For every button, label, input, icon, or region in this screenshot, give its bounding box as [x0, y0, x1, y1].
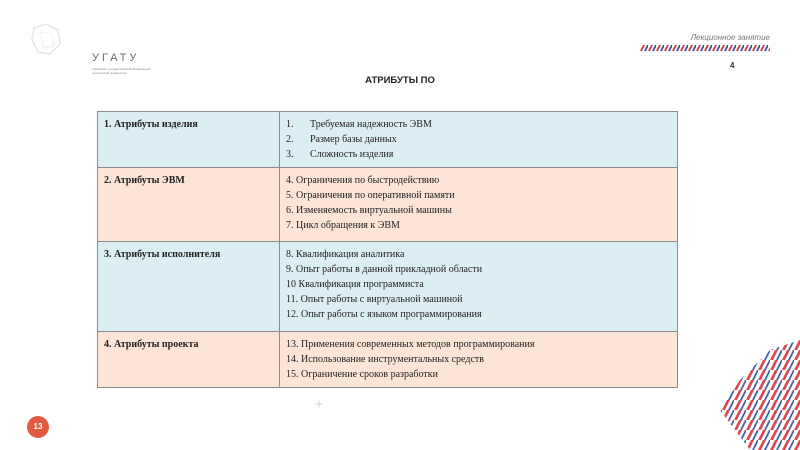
list-item: 7. Цикл обращения к ЭВМ	[286, 220, 400, 231]
list-item: 15. Ограничение сроков разработки	[286, 369, 438, 380]
slide-number-badge: 13	[27, 416, 49, 438]
table-row	[98, 332, 678, 388]
table-row	[98, 242, 678, 332]
lecture-label: Лекционное занятие	[690, 33, 770, 42]
list-item: 5. Ограничения по оперативной памяти	[286, 190, 455, 201]
row-content	[280, 332, 678, 388]
university-logo	[30, 22, 151, 75]
attributes-table	[97, 111, 678, 388]
row-header: 2. Атрибуты ЭВМ	[98, 168, 280, 242]
list-item: 1. Требуемая надежность ЭВМ	[286, 119, 432, 130]
decorative-stripes	[710, 340, 800, 450]
list-item: 8. Квалификация аналитика	[286, 249, 405, 260]
page-title: АТРИБУТЫ ПО	[365, 75, 435, 86]
row-content	[280, 168, 678, 242]
row-header: 4. Атрибуты проекта	[98, 332, 280, 388]
decorative-stripe	[640, 45, 770, 51]
row-header: 1. Атрибуты изделия	[98, 112, 280, 168]
watermark-icon	[313, 398, 325, 410]
list-item: 9. Опыт работы в данной прикладной области	[286, 264, 483, 275]
logo-subtitle: Уфимский государственный авиационный технический университет	[92, 67, 151, 75]
row-header: 3. Атрибуты исполнителя	[98, 242, 280, 332]
numbered-list	[286, 117, 671, 162]
list-item: 2. Размер базы данных	[286, 134, 397, 145]
list-item: 3. Сложность изделия	[286, 149, 394, 160]
table-row	[98, 112, 678, 168]
list-item: 14. Использование инструментальных средств	[286, 354, 484, 365]
row-content	[280, 112, 678, 168]
table-row	[98, 168, 678, 242]
row-content	[280, 242, 678, 332]
list-item: 6. Изменяемость виртуальной машины	[286, 205, 452, 216]
page-number: 4	[730, 61, 735, 70]
list-item: 4. Ограничения по быстродействию	[286, 175, 440, 186]
list-item: 11. Опыт работы с виртуальной машиной	[286, 294, 463, 305]
logo-name: УГАТУ	[92, 52, 140, 64]
list-item: 12. Опыт работы с языком программирования	[286, 309, 482, 320]
list-item: 13. Применения современных методов программирования	[286, 339, 535, 350]
logo-emblem-icon	[30, 22, 64, 58]
list-item: 10 Квалификация программиста	[286, 279, 424, 290]
